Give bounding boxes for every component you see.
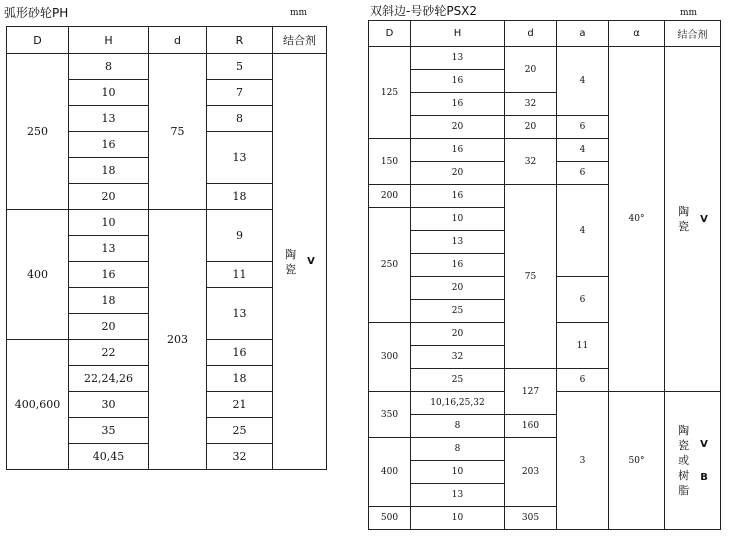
binder-code: V <box>700 438 708 450</box>
header-binder: 结合剂 <box>665 21 721 47</box>
cell-R: 13 <box>207 288 273 340</box>
cell-d: 32 <box>505 93 557 116</box>
cell-alpha: 50° <box>609 392 665 530</box>
binder-code: B <box>700 471 708 483</box>
header-binder: 结合剂 <box>273 27 327 54</box>
cell-d: 160 <box>505 415 557 438</box>
cell-a: 11 <box>557 323 609 369</box>
cell-H: 8 <box>411 415 505 438</box>
cell-H: 10 <box>69 80 149 106</box>
cell-H: 20 <box>411 162 505 185</box>
header-H: H <box>69 27 149 54</box>
cell-D: 250 <box>7 54 69 210</box>
cell-d: 20 <box>505 47 557 93</box>
cell-H: 10 <box>411 208 505 231</box>
cell-H: 40,45 <box>69 444 149 470</box>
cell-R: 32 <box>207 444 273 470</box>
cell-H: 16 <box>411 70 505 93</box>
cell-binder <box>665 47 721 392</box>
cell-R: 8 <box>207 106 273 132</box>
cell-H: 8 <box>69 54 149 80</box>
cell-H: 35 <box>69 418 149 444</box>
cell-d: 32 <box>505 139 557 185</box>
cell-H: 16 <box>69 262 149 288</box>
cell-a: 6 <box>557 116 609 139</box>
cell-H: 16 <box>411 93 505 116</box>
cell-R: 9 <box>207 210 273 262</box>
cell-H: 25 <box>411 369 505 392</box>
cell-d: 75 <box>149 54 207 210</box>
cell-H: 20 <box>411 277 505 300</box>
header-D: D <box>369 21 411 47</box>
cell-a: 6 <box>557 277 609 323</box>
cell-H: 10 <box>411 461 505 484</box>
cell-a: 4 <box>557 185 609 277</box>
cell-H: 16 <box>411 254 505 277</box>
cell-H: 20 <box>69 314 149 340</box>
right-table-title: 双斜边-号砂轮PSX2 <box>370 4 478 18</box>
cell-R: 7 <box>207 80 273 106</box>
cell-H: 20 <box>69 184 149 210</box>
cell-D: 125 <box>369 47 411 139</box>
cell-D: 200 <box>369 185 411 208</box>
header-d: d <box>149 27 207 54</box>
cell-H: 13 <box>411 484 505 507</box>
cell-binder <box>665 392 721 530</box>
cell-D: 500 <box>369 507 411 530</box>
cell-H: 13 <box>69 236 149 262</box>
right-table-unit: mm <box>680 8 698 18</box>
cell-H: 18 <box>69 158 149 184</box>
cell-H: 16 <box>411 139 505 162</box>
cell-H: 10,16,25,32 <box>411 392 505 415</box>
cell-H: 13 <box>411 231 505 254</box>
cell-H: 8 <box>411 438 505 461</box>
cell-H: 20 <box>411 323 505 346</box>
binder-text: 陶瓷 <box>285 247 297 276</box>
header-alpha: α <box>609 21 665 47</box>
binder-code: V <box>700 213 708 225</box>
cell-a: 3 <box>557 392 609 530</box>
binder-code: V <box>307 256 315 267</box>
cell-R: 11 <box>207 262 273 288</box>
cell-R: 21 <box>207 392 273 418</box>
cell-d: 203 <box>505 438 557 507</box>
cell-D: 400,600 <box>7 340 69 470</box>
cell-H: 30 <box>69 392 149 418</box>
cell-H: 10 <box>411 507 505 530</box>
cell-D: 400 <box>7 210 69 340</box>
cell-a: 4 <box>557 139 609 162</box>
cell-D: 400 <box>369 438 411 507</box>
cell-R: 18 <box>207 184 273 210</box>
cell-d: 127 <box>505 369 557 415</box>
cell-d: 20 <box>505 116 557 139</box>
cell-H: 25 <box>411 300 505 323</box>
cell-d: 203 <box>149 210 207 470</box>
binder-text: 陶瓷 <box>678 205 690 233</box>
cell-d: 305 <box>505 507 557 530</box>
header-a: a <box>557 21 609 47</box>
header-R: R <box>207 27 273 54</box>
double-bevel-wheel-psx2-table <box>368 20 721 530</box>
cell-H: 13 <box>69 106 149 132</box>
cell-R: 5 <box>207 54 273 80</box>
cell-H: 13 <box>411 47 505 70</box>
cell-H: 10 <box>69 210 149 236</box>
cell-a: 6 <box>557 369 609 392</box>
cell-D: 150 <box>369 139 411 185</box>
cell-H: 16 <box>411 185 505 208</box>
binder-text: 陶瓷或树脂 <box>678 424 690 497</box>
cell-H: 22 <box>69 340 149 366</box>
header-d: d <box>505 21 557 47</box>
cell-binder <box>273 54 327 470</box>
cell-a: 4 <box>557 47 609 116</box>
cell-H: 22,24,26 <box>69 366 149 392</box>
cell-H: 18 <box>69 288 149 314</box>
cell-R: 13 <box>207 132 273 184</box>
header-D: D <box>7 27 69 54</box>
cell-R: 16 <box>207 340 273 366</box>
cell-H: 20 <box>411 116 505 139</box>
header-H: H <box>411 21 505 47</box>
cell-alpha: 40° <box>609 47 665 392</box>
arc-wheel-ph-table <box>6 26 327 470</box>
cell-H: 32 <box>411 346 505 369</box>
cell-R: 25 <box>207 418 273 444</box>
cell-D: 250 <box>369 208 411 323</box>
cell-d: 75 <box>505 185 557 369</box>
cell-D: 300 <box>369 323 411 392</box>
left-table-unit: mm <box>290 8 308 18</box>
cell-a: 6 <box>557 162 609 185</box>
left-table-title: 弧形砂轮PH <box>4 6 69 20</box>
cell-R: 18 <box>207 366 273 392</box>
cell-D: 350 <box>369 392 411 438</box>
cell-H: 16 <box>69 132 149 158</box>
